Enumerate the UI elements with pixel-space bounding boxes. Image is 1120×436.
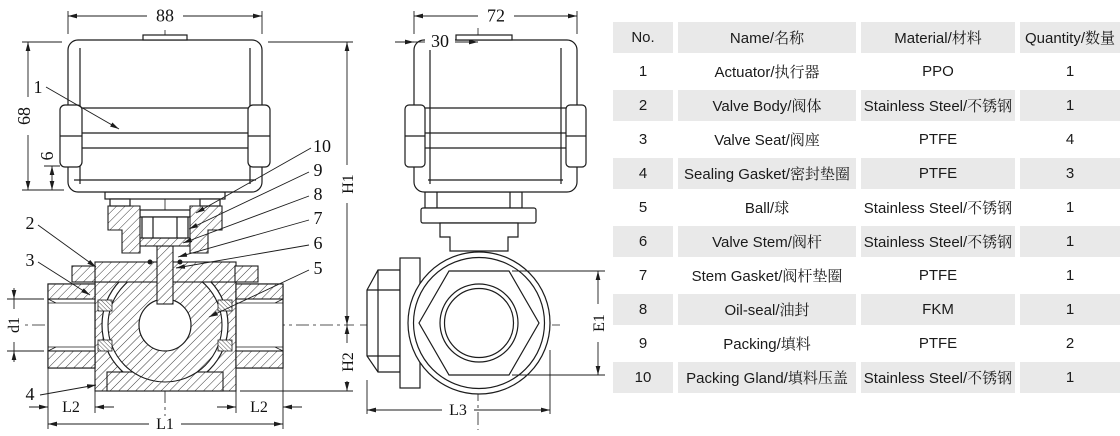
table-cell: 1 [1020,226,1120,257]
table-cell: Stainless Steel/不锈钢 [861,90,1015,121]
bonnet-wing [72,266,95,282]
table-cell: Stainless Steel/不锈钢 [861,192,1015,223]
bracket-side [440,223,518,251]
dim-L3: L3 [449,402,467,419]
dim-d1: d1 [6,317,23,333]
table-cell: PPO [861,56,1015,87]
side-view [367,35,586,394]
table-cell: 4 [613,158,673,189]
part-label-10: 10 [313,136,331,156]
table-header-cell: No. [613,22,673,53]
part-label-6: 6 [313,233,323,253]
table-cell: 9 [613,328,673,359]
dim-E1: E1 [591,314,608,332]
table-cell: 1 [1020,90,1120,121]
table-cell: Valve Body/阀体 [678,90,856,121]
valve-stem-section [157,246,173,304]
dim-H2: H2 [340,352,357,372]
table-cell: 2 [1020,328,1120,359]
dim-6: 6 [37,151,57,161]
actuator-housing-side [414,40,577,192]
front-port-thread [440,284,518,362]
table-cell: 1 [1020,260,1120,291]
table-cell: Ball/球 [678,192,856,223]
table-cell: 2 [613,90,673,121]
dim-30: 30 [431,31,449,51]
dim-68: 68 [14,107,34,125]
table-cell: 1 [1020,192,1120,223]
table-cell: PTFE [861,158,1015,189]
part-label-4: 4 [25,384,35,404]
dim-88: 88 [156,5,174,26]
part-label-2: 2 [25,213,35,233]
part-label-5: 5 [313,258,323,278]
front-view-valve-body [48,192,283,391]
part-label-9: 9 [313,160,323,180]
table-cell: 5 [613,192,673,223]
bonnet-wing [235,266,258,282]
actuator-foot [110,199,130,206]
table-cell: Sealing Gasket/密封垫圈 [678,158,856,189]
table-cell: 4 [1020,124,1120,155]
valve-seat [98,300,112,311]
table-cell: 6 [613,226,673,257]
table-cell: 7 [613,260,673,291]
table-cell: 1 [1020,362,1120,393]
table-cell: PTFE [861,124,1015,155]
side-port-nut [367,270,400,372]
valve-seat [98,340,112,351]
table-cell: Valve Seat/阀座 [678,124,856,155]
table-cell: Valve Stem/阀杆 [678,226,856,257]
dim-L2-right: L2 [250,399,268,416]
oil-seal [178,260,183,265]
table-header-cell: Material/材料 [861,22,1015,53]
actuator-base [105,192,225,199]
actuator-top-tab [143,35,187,40]
part-label-1: 1 [33,77,43,97]
dim-72: 72 [487,5,505,26]
table-cell: Stainless Steel/不锈钢 [861,226,1015,257]
table-header-cell: Name/名称 [678,22,856,53]
table-cell: PTFE [861,260,1015,291]
dim-L1: L1 [156,416,174,433]
ball-bore [139,299,191,351]
bracket [108,206,140,253]
table-cell: Stainless Steel/不锈钢 [861,362,1015,393]
table-cell: 1 [1020,56,1120,87]
table-cell: 3 [1020,158,1120,189]
table-cell: Packing Gland/填料压盖 [678,362,856,393]
bracket-plate-side [421,208,536,223]
table-cell: 10 [613,362,673,393]
valve-seat [218,340,232,351]
dim-H1: H1 [340,174,357,194]
oil-seal [148,260,153,265]
table-cell: Actuator/执行器 [678,56,856,87]
actuator-top-tab-side [456,35,512,40]
table-header-cell: Quantity/数量 [1020,22,1120,53]
table-cell: 1 [1020,294,1120,325]
right-port [236,284,283,368]
part-label-7: 7 [313,208,323,228]
part-label-3: 3 [25,250,35,270]
left-port [48,284,95,368]
table-cell: Stem Gasket/阀杆垫圈 [678,260,856,291]
dim-L2-left: L2 [62,399,80,416]
table-cell: PTFE [861,328,1015,359]
table-cell: FKM [861,294,1015,325]
part-label-8: 8 [313,184,323,204]
stem-washer [140,210,190,217]
table-cell: Packing/填料 [678,328,856,359]
stem-nut [142,217,188,238]
table-cell: 3 [613,124,673,155]
table-cell: 8 [613,294,673,325]
parts-table [613,22,1120,393]
actuator-base-side [425,192,522,208]
table-cell: 1 [613,56,673,87]
table-cell: Oil-seal/油封 [678,294,856,325]
